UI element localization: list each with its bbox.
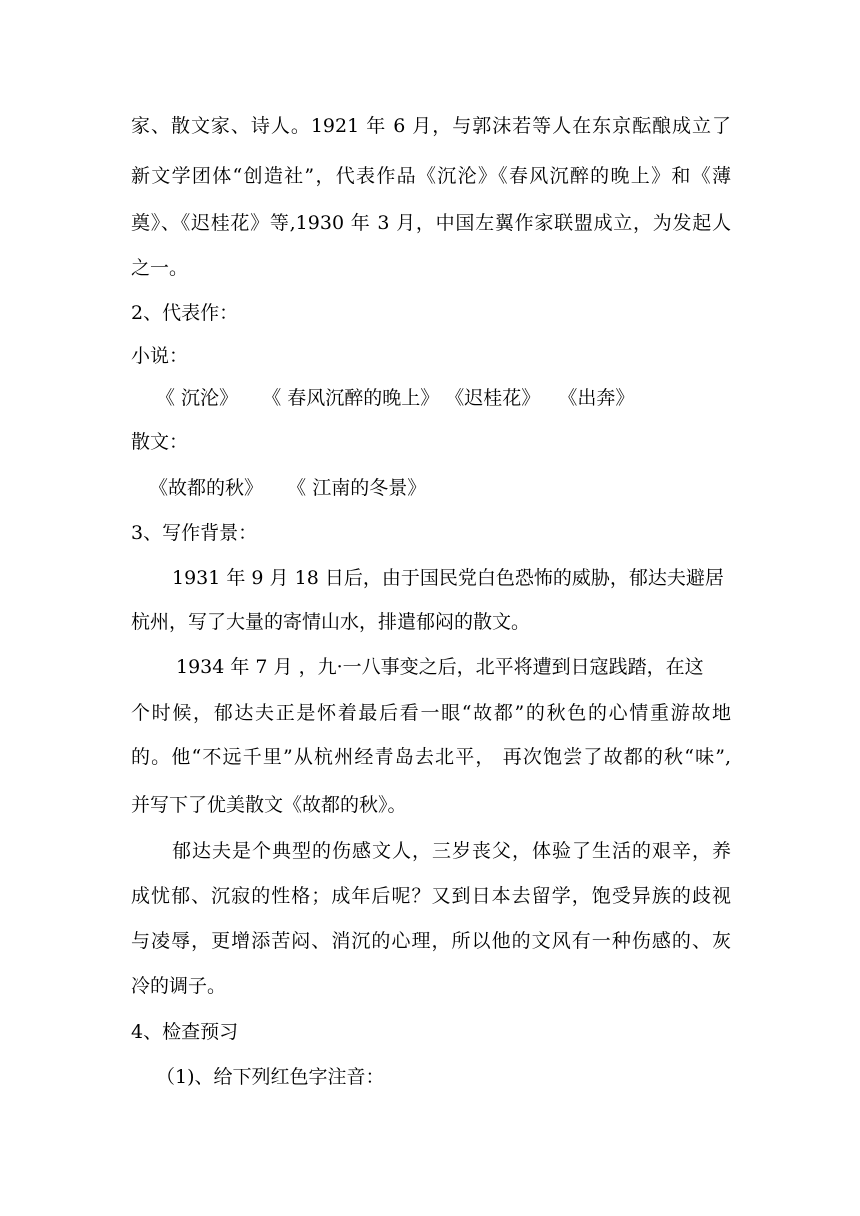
- intro-line-3: 奠》、《迟桂花》等,1930 年 3 月，中国左翼作家联盟成立，为发起人: [131, 212, 731, 234]
- novel-list: 《 沉沦》 《 春风沉醉的晚上》 《迟桂花》 《出奔》: [156, 387, 635, 409]
- background-p2-line-3: 的。他“不远千里”从杭州经青岛去北平， 再次饱尝了故都的秋“味”,: [131, 746, 731, 768]
- novel-label: 小说：: [131, 345, 189, 367]
- intro-line-4: 之一。: [131, 257, 189, 279]
- background-p3-line-4: 冷的调子。: [131, 975, 227, 997]
- background-p2-line-2: 个时候，郁达夫正是怀着最后看一眼“故都”的秋色的心情重游故地: [131, 702, 731, 724]
- preview-heading: 4、检查预习: [131, 1021, 239, 1043]
- background-p2-line-4: 并写下了优美散文《故都的秋》。: [131, 794, 407, 816]
- background-p3-line-1: 郁达夫是个典型的伤感文人，三岁丧父，体验了生活的艰辛，养: [172, 840, 731, 862]
- preview-item-1: （1)、给下列红色字注音：: [156, 1066, 385, 1088]
- works-heading: 2、代表作：: [131, 302, 239, 324]
- background-p1-line-1: 1931 年 9 月 18 日后，由于国民党白色恐怖的威胁，郁达夫避居: [172, 567, 724, 589]
- background-p2-line-1: 1934 年 7 月 ，九·一八事变之后，北平将遭到日寇践踏，在这: [176, 656, 704, 678]
- intro-line-2: 新文学团体“创造社”，代表作品《沉沦》《春风沉醉的晚上》和《薄: [131, 165, 731, 187]
- background-p1-line-2: 杭州，写了大量的寄情山水，排遣郁闷的散文。: [131, 611, 531, 633]
- essay-list: 《故都的秋》 《 江南的冬景》: [149, 477, 427, 499]
- essay-label: 散文：: [131, 431, 189, 453]
- background-p3-line-3: 与凌辱，更增添苦闷、消沉的心理，所以他的文风有一种伤感的、灰: [131, 930, 731, 952]
- background-p3-line-2: 成忧郁、沉寂的性格；成年后呢？又到日本去留学，饱受异族的歧视: [131, 885, 731, 907]
- intro-line-1: 家、散文家、诗人。1921 年 6 月，与郭沫若等人在东京酝酿成立了: [131, 115, 731, 137]
- background-heading: 3、写作背景：: [131, 522, 258, 544]
